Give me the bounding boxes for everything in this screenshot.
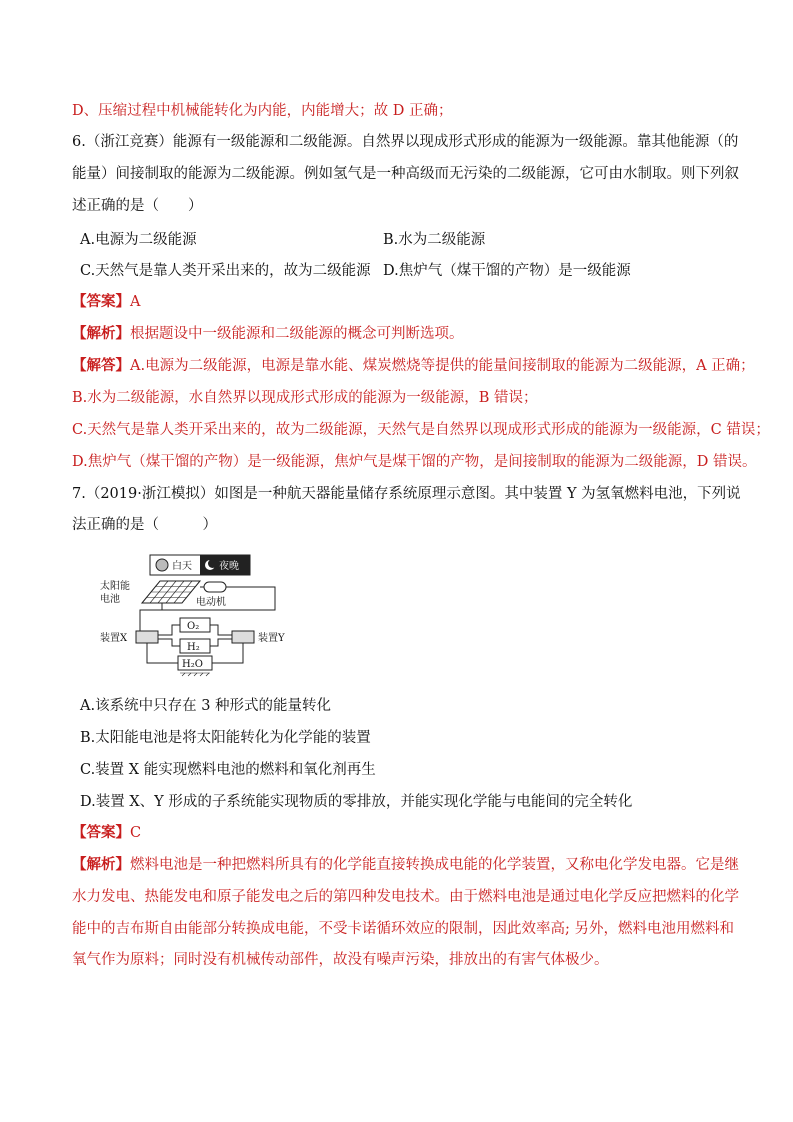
q6-solution-line-2: B.水为二级能源，水自然界以现成形式形成的能源为一级能源，B 错误； [72, 390, 538, 406]
energy-storage-diagram [100, 553, 290, 683]
q6-analysis-tag: 【解析】 [72, 325, 130, 342]
day-label: 白天 [172, 561, 192, 572]
sun-icon [156, 559, 168, 571]
q7-stem-line-1: 7.（2019·浙江模拟）如图是一种航天器能量储存系统原理示意图。其中装置 Y 为氢氧燃料电池，下列说 [72, 486, 741, 502]
q6-stem-line-2: 能量）间接制取的能源为二级能源。例如氢气是一种高级而无污染的二级能源，它可由水制取。则下列叙 [72, 166, 739, 182]
q7-option-b: B.太阳能电池是将太阳能转化为化学能的装置 [80, 730, 371, 746]
q6-option-c: C.天然气是靠人类开采出来的，故为二级能源 [80, 263, 371, 279]
q6-analysis-text: 根据题设中一级能源和二级能源的概念可判断选项。 [130, 326, 464, 342]
q6-analysis-line [72, 324, 464, 344]
q6-answer-tag: 【答案】 [72, 293, 130, 310]
solar-panel-icon [142, 581, 200, 603]
q7-option-d: D.装置 X、Y 形成的子系统能实现物质的零排放，并能实现化学能与电能间的完全转化 [80, 794, 633, 810]
q6-option-b: B.水为二级能源 [383, 232, 486, 248]
device-y-label: 装置Y [258, 633, 285, 644]
q7-analysis-line-1 [72, 855, 739, 875]
q6-solution-text-1: A.电源为二级能源，电源是靠水能、煤炭燃烧等提供的能量间接制取的能源为二级能源，A 正确； [130, 358, 755, 374]
q7-analysis-line-2: 水力发电、热能发电和原子能发电之后的第四种发电技术。由于燃料电池是通过电化学反应把燃料的化学 [72, 889, 739, 905]
device-x [136, 631, 158, 643]
q6-option-d: D.焦炉气（煤干馏的产物）是一级能源 [383, 263, 631, 279]
motor-label: 电动机 [196, 597, 226, 608]
q6-stem-line-1: 6.（浙江竞赛）能源有一级能源和二级能源。自然界以现成形式形成的能源为一级能源。靠其他能源（的 [72, 134, 739, 150]
q6-answer-line [72, 292, 140, 312]
q6-stem-line-3: 述正确的是（ ） [72, 198, 203, 214]
motor-icon [204, 582, 226, 592]
q7-analysis-line-4: 氧气作为原料；同时没有机械传动部件，故没有噪声污染，排放出的有害气体极少。 [72, 952, 609, 968]
solar-label-1: 太阳能 [100, 581, 130, 592]
device-x-label: 装置X [100, 633, 128, 644]
q7-analysis-line-3: 能中的吉布斯自由能部分转换成电能，不受卡诺循环效应的限制，因此效率高; 另外，燃料电池用燃料和 [72, 921, 734, 937]
q6-answer-value: A [130, 294, 141, 310]
water-hatch [180, 673, 210, 676]
q6-solution-line-4: D.焦炉气（煤干馏的产物）是一级能源，焦炉气是煤干馏的产物，是间接制取的能源为二级能源，D 错误。 [72, 454, 757, 470]
q7-answer-value: C [130, 825, 142, 841]
q6-solution-tag: 【解答】 [72, 357, 130, 374]
h2o-label: H₂O [182, 659, 203, 670]
q7-option-a: A.该系统中只存在 3 种形式的能量转化 [80, 698, 332, 714]
o2-label: O₂ [187, 621, 200, 632]
q7-analysis-tag: 【解析】 [72, 856, 130, 873]
q7-analysis-text-1: 燃料电池是一种把燃料所具有的化学能直接转换成电能的化学装置，又称电化学发电器。它是继 [130, 857, 739, 873]
q6-solution-line-1 [72, 356, 755, 376]
solar-label-2: 电池 [100, 594, 120, 605]
q7-option-c: C.装置 X 能实现燃料电池的燃料和氧化剂再生 [80, 762, 376, 778]
night-label: 夜晚 [219, 561, 239, 572]
q6-option-a: A.电源为二级能源 [80, 232, 197, 248]
device-y [232, 631, 254, 643]
prev-d-line: D、压缩过程中机械能转化为内能，内能增大；故 D 正确； [72, 103, 453, 119]
q7-answer-tag: 【答案】 [72, 824, 130, 841]
q7-answer-line [72, 823, 141, 843]
q6-solution-line-3: C.天然气是靠人类开采出来的，故为二级能源，天然气是自然界以现成形式形成的能源为一级能源，C 错误； [72, 422, 770, 438]
h2-label: H₂ [187, 642, 200, 653]
q7-stem-line-2: 法正确的是（ ） [72, 517, 217, 533]
